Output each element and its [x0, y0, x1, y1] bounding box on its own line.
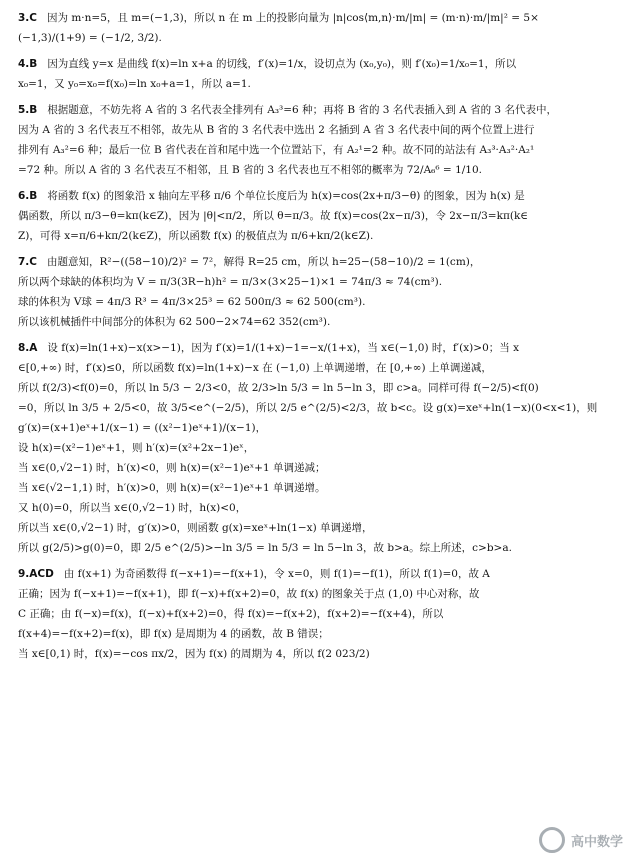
- solution-line: [18, 312, 619, 332]
- solution-line: [18, 604, 619, 624]
- solution-line: [18, 564, 619, 584]
- solution-line: [18, 74, 619, 94]
- solution-line: [18, 518, 619, 538]
- solution-line: [18, 186, 619, 206]
- problem-number: 9.ACD: [18, 568, 54, 580]
- solution-text: 所以当 x∈(0,√2−1) 时，g′(x)>0，则函数 g(x)=xeˣ+ln(1−x) 单调递增，: [18, 522, 373, 534]
- solution-text: 所以 g(2/5)>g(0)=0，即 2/5 e^(2/5)>−ln 3/5 = ln 5/3 = ln 5−ln 3，故 b>a。综上所述，c>b>a.: [18, 542, 512, 554]
- solution-text: (−1,3)/(1+9) = (−1/2, 3/2).: [18, 32, 162, 44]
- solution-text: 偶函数，所以 π/3−θ=kπ(k∈Z)，因为 |θ|<π/2，所以 θ=π/3。故 f(x)=cos(2x−π/3)，令 2x−π/3=kπ(k∈: [18, 210, 529, 222]
- solution-text: 设 h(x)=(x²−1)eˣ+1，则 h′(x)=(x²+2x−1)eˣ，: [18, 442, 255, 454]
- solution-line: [18, 292, 619, 312]
- solution-text: 根据题意，不妨先将 A 省的 3 名代表全排列有 A₃³=6 种；再将 B 省的 3 名代表插入到 A 省的 3 名代表中，: [47, 104, 557, 116]
- solution-text: f(x+4)=−f(x+2)=f(x)，即 f(x) 是周期为 4 的函数，故 B 错误；: [18, 628, 329, 640]
- solution-text: =0，所以 ln 3/5 + 2/5<0，故 3/5<e^(−2/5)，所以 2/5 e^(2/5)<2/3，故 b<c。设 g(x)=xeˣ+ln(1−x)(0<x<1)，则: [18, 402, 598, 414]
- solution-line: [18, 226, 619, 246]
- watermark-logo-icon: [539, 827, 565, 853]
- problem-number: 6.B: [18, 190, 38, 202]
- solution-text: 由题意知，R²−((58−10)/2)² = 7²，解得 R=25 cm，所以 h=25−(58−10)/2 = 1(cm)，: [47, 256, 481, 268]
- solution-block: [18, 100, 619, 180]
- solution-text: 设 f(x)=ln(1+x)−x(x>−1)，因为 f′(x)=1/(1+x)−1=−x/(1+x)，当 x∈(−1,0) 时，f′(x)>0；当 x: [47, 342, 520, 354]
- solution-line: [18, 100, 619, 120]
- solution-text: 因为 A 省的 3 名代表互不相邻，故先从 B 省的 3 名代表中选出 2 名插到 A 省 3 名代表中间的两个位置上进行: [18, 124, 535, 136]
- solution-block: [18, 186, 619, 246]
- solution-text: 所以两个球缺的体积均为 V = π/3(3R−h)h² = π/3×(3×25−1)×1 = 74π/3 ≈ 74(cm³).: [18, 276, 443, 288]
- problem-number: 3.C: [18, 12, 38, 24]
- solution-line: [18, 418, 619, 438]
- solution-text: 将函数 f(x) 的图象沿 x 轴向左平移 π/6 个单位长度后为 h(x)=cos(2x+π/3−θ) 的图象，因为 h(x) 是: [47, 190, 525, 202]
- solution-line: [18, 398, 619, 418]
- solution-text: x₀=1，又 y₀=x₀=f(x₀)=ln x₀+a=1，所以 a=1.: [18, 78, 251, 90]
- solution-line: [18, 120, 619, 140]
- solution-text: 当 x∈(0,√2−1) 时，h′(x)<0，则 h(x)=(x²−1)eˣ+1 单调递减；: [18, 462, 326, 474]
- solution-text: 球的体积为 V球 = 4π/3 R³ = 4π/3×25³ = 62 500π/3 ≈ 62 500(cm³).: [18, 296, 366, 308]
- solution-text: 因为直线 y=x 是曲线 f(x)=ln x+a 的切线，f′(x)=1/x，设切点为 (x₀,y₀)，则 f′(x₀)=1/x₀=1，所以: [47, 58, 517, 70]
- solution-line: [18, 272, 619, 292]
- problem-number: 5.B: [18, 104, 38, 116]
- watermark-text: 高中数学: [570, 834, 623, 850]
- solution-line: [18, 498, 619, 518]
- solution-text: ∈[0,+∞) 时，f′(x)≤0，所以函数 f(x)=ln(1+x)−x 在 (−1,0) 上单调递增，在 [0,+∞) 上单调递减，: [18, 362, 492, 374]
- solution-line: [18, 160, 619, 180]
- watermark: [539, 827, 623, 853]
- solution-text: 因为 m·n=5，且 m=(−1,3)，所以 n 在 m 上的投影向量为 |n|cos⟨m,n⟩·m/|m| = (m·n)·m/|m|² = 5×: [47, 12, 539, 24]
- solution-line: [18, 584, 619, 604]
- solution-text: Z)，可得 x=π/6+kπ/2(k∈Z)，所以函数 f(x) 的极值点为 π/6+kπ/2(k∈Z).: [18, 230, 374, 242]
- solution-text: g′(x)=(x+1)eˣ+1/(x−1) = ((x²−1)eˣ+1)/(x−1)，: [18, 422, 267, 434]
- solution-block: [18, 338, 619, 558]
- solution-line: [18, 538, 619, 558]
- solution-line: [18, 8, 619, 28]
- solution-line: [18, 140, 619, 160]
- solution-line: [18, 624, 619, 644]
- solution-text: C 正确；由 f(−x)=f(x)，f(−x)+f(x+2)=0，得 f(x)=−f(x+2)，f(x+2)=−f(x+4)，所以: [18, 608, 444, 620]
- solution-block: [18, 54, 619, 94]
- solution-line: [18, 338, 619, 358]
- solution-text: =72 种。所以 A 省的 3 名代表互不相邻，且 B 省的 3 名代表也互不相邻的概率为 72/A₆⁶ = 1/10.: [18, 164, 482, 176]
- solution-line: [18, 28, 619, 48]
- solution-text: 正确；因为 f(−x+1)=−f(x+1)，即 f(−x)+f(x+2)=0，故 f(x) 的图象关于点 (1,0) 中心对称，故: [18, 588, 480, 600]
- solution-line: [18, 644, 619, 664]
- solution-text: 当 x∈[0,1) 时，f(x)=−cos πx/2，因为 f(x) 的周期为 4，所以 f(2 023/2): [18, 648, 370, 660]
- problem-number: 7.C: [18, 256, 38, 268]
- problem-number: 4.B: [18, 58, 38, 70]
- solution-line: [18, 358, 619, 378]
- solution-text: 所以 f(2/3)<f(0)=0，所以 ln 5/3 − 2/3<0，故 2/3>ln 5/3 = ln 5−ln 3，即 c>a。同样可得 f(−2/5)<f(0): [18, 382, 539, 394]
- solution-block: [18, 252, 619, 332]
- solution-line: [18, 378, 619, 398]
- solution-block: [18, 8, 619, 48]
- solution-line: [18, 54, 619, 74]
- solution-text: 所以该机械插件中间部分的体积为 62 500−2×74=62 352(cm³).: [18, 316, 331, 328]
- solution-text: 由 f(x+1) 为奇函数得 f(−x+1)=−f(x+1)，令 x=0，则 f(1)=−f(1)，所以 f(1)=0，故 A: [63, 568, 490, 580]
- solution-line: [18, 206, 619, 226]
- solution-line: [18, 438, 619, 458]
- solution-block: [18, 564, 619, 664]
- solution-text: 排列有 A₃²=6 种；最后一位 B 省代表在首和尾中选一个位置站下，有 A₂¹=2 种。故不同的站法有 A₃³·A₃²·A₂¹: [18, 144, 535, 156]
- problem-number: 8.A: [18, 342, 38, 354]
- solution-text: 又 h(0)=0，所以当 x∈(0,√2−1) 时，h(x)<0，: [18, 502, 247, 514]
- solution-line: [18, 252, 619, 272]
- solution-text: 当 x∈(√2−1,1) 时，h′(x)>0，则 h(x)=(x²−1)eˣ+1 单调递增。: [18, 482, 326, 494]
- solution-line: [18, 458, 619, 478]
- solution-line: [18, 478, 619, 498]
